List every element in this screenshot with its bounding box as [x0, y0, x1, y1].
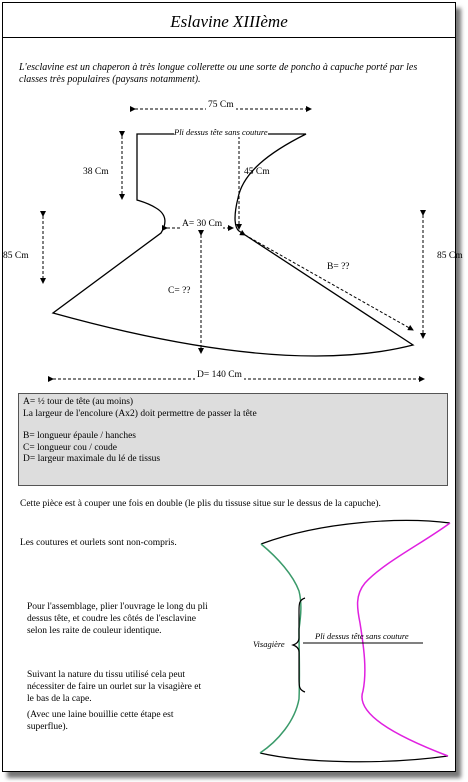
top-edge [261, 521, 450, 544]
legend-a2: La largeur de l'encolure (Ax2) doit permettre de passer la tête [23, 408, 257, 419]
legend-c: C= longueur cou / coude [23, 442, 118, 453]
top-width-label: 75 Cm [208, 100, 234, 110]
height-45-label: 45 Cm [244, 167, 270, 177]
legend-d: D= largeur maximale du lé de tissus [23, 454, 161, 464]
left-85-label: 85 Cm [3, 251, 29, 261]
assembly-diagram [3, 3, 455, 771]
bottom-edge [260, 753, 448, 762]
intro-text: L'esclavine est un chaperon à très longue collerette ou une sorte de poncho à capuche porté par les classes très populaires (paysans notamment). [19, 62, 418, 85]
seams-note: Les coutures et ourlets sont non-compris. [20, 538, 177, 548]
assembly-note: Pour l'assemblage, plier l'ouvrage le long du pli dessus tête, et coudre les côtés de l'esclavine selon les raite de couleur identique. [27, 602, 208, 636]
fabric-note: Suivant la nature du tissu utilisé cela peut nécessiter de faire un ourlet sur la visagière et le bas de la cape. [27, 670, 202, 704]
visagiere-label: Visagière [253, 639, 285, 649]
legend-a: A= ½ tour de tête (au moins) [23, 397, 134, 407]
cut-note: Cette pièce est à couper une fois en double (le plis du tissuse situe sur le dessus de la capuche). [20, 499, 381, 509]
b-label: B= ?? [327, 262, 350, 272]
c-label: C= ?? [168, 286, 191, 296]
assembly-fold-label: Pli dessus tête sans couture [315, 631, 409, 641]
d-label: D= 140 Cm [197, 370, 242, 380]
height-38-label: 38 Cm [83, 167, 109, 177]
legend-b: B= longueur épaule / hanches [23, 431, 136, 441]
neck-label: A= 30 Cm [182, 219, 223, 229]
page-title: Eslavine XIIIème [170, 12, 288, 31]
wool-note: (Avec une laine bouillie cette étape est superflue). [27, 710, 174, 732]
fold-label: Pli dessus tête sans couture [174, 127, 268, 137]
right-85-label: 85 Cm [437, 251, 463, 261]
document-page [2, 2, 463, 772]
